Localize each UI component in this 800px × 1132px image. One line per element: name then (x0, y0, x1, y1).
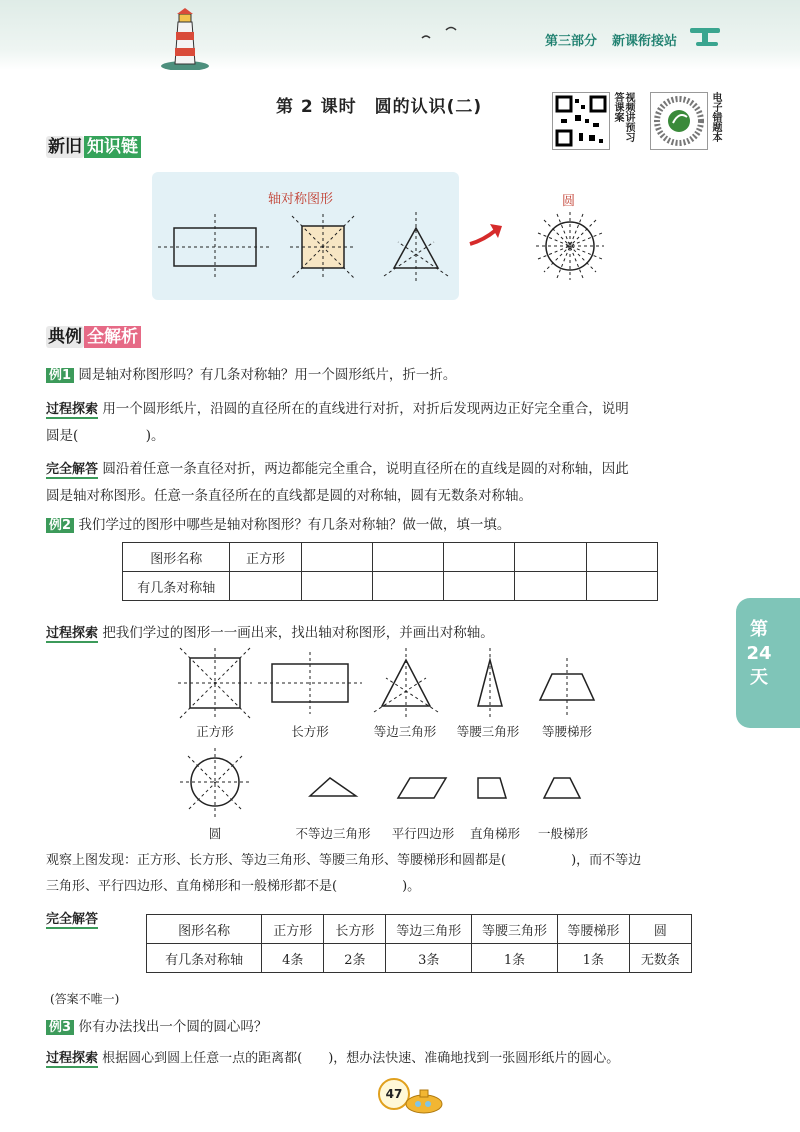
example2-tag: 例2 (46, 518, 74, 533)
table-blank-cell[interactable] (515, 572, 586, 601)
example1-answer (46, 456, 736, 509)
shape-label: 等腰三角形 (456, 724, 520, 739)
badge-part-b: 全解析 (84, 326, 141, 348)
qr-round-icon (651, 93, 707, 149)
table-blank-cell[interactable] (515, 543, 586, 572)
table-cell: 1条 (557, 944, 629, 973)
table-header-cell: 有几条对称轴 (123, 572, 230, 601)
table-cell: 正方形 (230, 543, 301, 572)
knowledge-link-badge (46, 136, 141, 158)
example2-question-text: 我们学过的图形中哪些是轴对称图形？有几条对称轴？做一做，填一填。 (78, 517, 511, 533)
table-blank-cell[interactable] (444, 572, 515, 601)
blank-axis-table (122, 542, 658, 601)
shape-label: 圆 (208, 826, 222, 841)
observation-line2: 三角形、平行四边形、直角梯形和一般梯形都不是( )。 (46, 879, 421, 894)
table-cell: 正方形 (262, 915, 324, 944)
observation-line1: 观察上图发现：正方形、长方形、等边三角形、等腰三角形、等腰梯形和圆都是( )，而不等边 (46, 853, 642, 868)
page-number: 47 (378, 1078, 410, 1110)
table-header-cell: 有几条对称轴 (147, 944, 262, 973)
answer-note: (答案不唯一) (50, 992, 120, 1006)
process-line1: 用一个圆形纸片，沿圆的直径所在的直线进行对折，对折后发现两边正好完全重合，说明 (102, 401, 629, 417)
table-blank-cell[interactable] (372, 543, 443, 572)
day-side-tab-text (744, 618, 774, 690)
answer-tag: 完全解答 (46, 908, 98, 929)
table-cell: 1条 (472, 944, 558, 973)
lesson-title: 第 2 课时 圆的认识(二) (276, 97, 483, 117)
arrow-icon (466, 220, 506, 250)
table-cell: 3条 (386, 944, 472, 973)
panel-shapes-figure (152, 206, 462, 296)
process-text: 根据圆心到圆上任意一点的距离都( )，想办法快速、准确地找到一张圆形纸片的圆心。 (102, 1051, 620, 1066)
table-blank-cell[interactable] (230, 572, 301, 601)
process-tag: 过程探索 (46, 402, 99, 417)
answer-tag: 完全解答 (46, 462, 99, 477)
table-cell: 长方形 (324, 915, 386, 944)
shape-label: 不等边三角形 (295, 826, 371, 841)
table-cell: 无数条 (629, 944, 691, 973)
shape-label: 一般梯形 (537, 826, 588, 841)
process-tag: 过程探索 (46, 1051, 99, 1066)
example3-tag: 例3 (46, 1020, 74, 1035)
example2-process (46, 620, 736, 647)
shape-label: 等边三角形 (373, 724, 437, 739)
example2-question (46, 512, 746, 539)
example-badge (46, 326, 141, 348)
circle-target-label: 圆 (562, 194, 576, 209)
process-text: 把我们学过的图形一一画出来，找出轴对称图形，并画出对称轴。 (102, 625, 494, 641)
example1-process (46, 396, 736, 449)
shape-label: 等腰梯形 (541, 724, 592, 739)
answer-line2: 圆是轴对称图形。任意一条直径所在的直线都是圆的对称轴，圆有无数条对称轴。 (46, 488, 532, 504)
shape-label: 正方形 (196, 724, 234, 739)
qr-code-video[interactable] (552, 92, 610, 150)
table-cell: 圆 (629, 915, 691, 944)
qr-code-error-book[interactable] (650, 92, 708, 150)
answer-line1: 圆沿着任意一条直径对折，两边都能完全重合，说明直径所在的直线是圆的对称轴，因此 (102, 461, 629, 477)
observation-text (46, 848, 736, 900)
panel-title: 轴对称图形 (268, 192, 334, 207)
table-blank-cell[interactable] (444, 543, 515, 572)
badge-part-a: 典例 (48, 327, 82, 347)
table-header-cell: 图形名称 (147, 915, 262, 944)
answer-axis-table (146, 914, 692, 973)
submarine-icon (398, 1086, 444, 1116)
shapes-row2-figure (170, 748, 640, 820)
header-band (0, 0, 800, 70)
example3-question (46, 1014, 746, 1041)
table-cell: 等腰梯形 (557, 915, 629, 944)
example1-question (46, 362, 746, 389)
side-tab-line: 24 (746, 643, 772, 664)
example3-process (46, 1046, 746, 1072)
example3-question-text: 你有办法找出一个圆的圆心吗？ (78, 1019, 268, 1035)
column-label: 新课衔接站 (612, 34, 678, 49)
lighthouse-icon (160, 8, 210, 70)
table-blank-cell[interactable] (301, 572, 372, 601)
badge-part-b: 知识链 (84, 136, 141, 158)
birds-icon (420, 24, 464, 42)
column-logo-icon (688, 22, 724, 48)
table-blank-cell[interactable] (586, 543, 657, 572)
table-cell: 等边三角形 (386, 915, 472, 944)
shape-label: 直角梯形 (469, 826, 520, 841)
table-blank-cell[interactable] (586, 572, 657, 601)
example1-question-text: 圆是轴对称图形吗？有几条对称轴？用一个圆形纸片，折一折。 (78, 367, 457, 383)
table-cell: 4条 (262, 944, 324, 973)
part-label: 第三部分 (545, 34, 598, 49)
circle-axes-figure (532, 208, 608, 284)
shape-label: 平行四边形 (391, 826, 455, 841)
table-blank-cell[interactable] (301, 543, 372, 572)
side-tab-line: 天 (750, 667, 768, 688)
shapes-row1-figure (170, 646, 640, 722)
side-tab-line: 第 (750, 619, 768, 640)
badge-part-a: 新旧 (48, 137, 82, 157)
process-tag: 过程探索 (46, 626, 99, 641)
example1-tag: 例1 (46, 368, 74, 383)
table-cell: 等腰三角形 (472, 915, 558, 944)
qr-pattern-icon (553, 93, 609, 149)
qr-video-label: 视频讲预习答课案 (612, 92, 634, 142)
table-blank-cell[interactable] (372, 572, 443, 601)
shape-label: 长方形 (291, 724, 329, 739)
table-header-cell: 图形名称 (123, 543, 230, 572)
process-line2: 圆是( )。 (46, 428, 165, 444)
table-cell: 2条 (324, 944, 386, 973)
qr-error-book-label: 电子错题本 (710, 92, 721, 142)
